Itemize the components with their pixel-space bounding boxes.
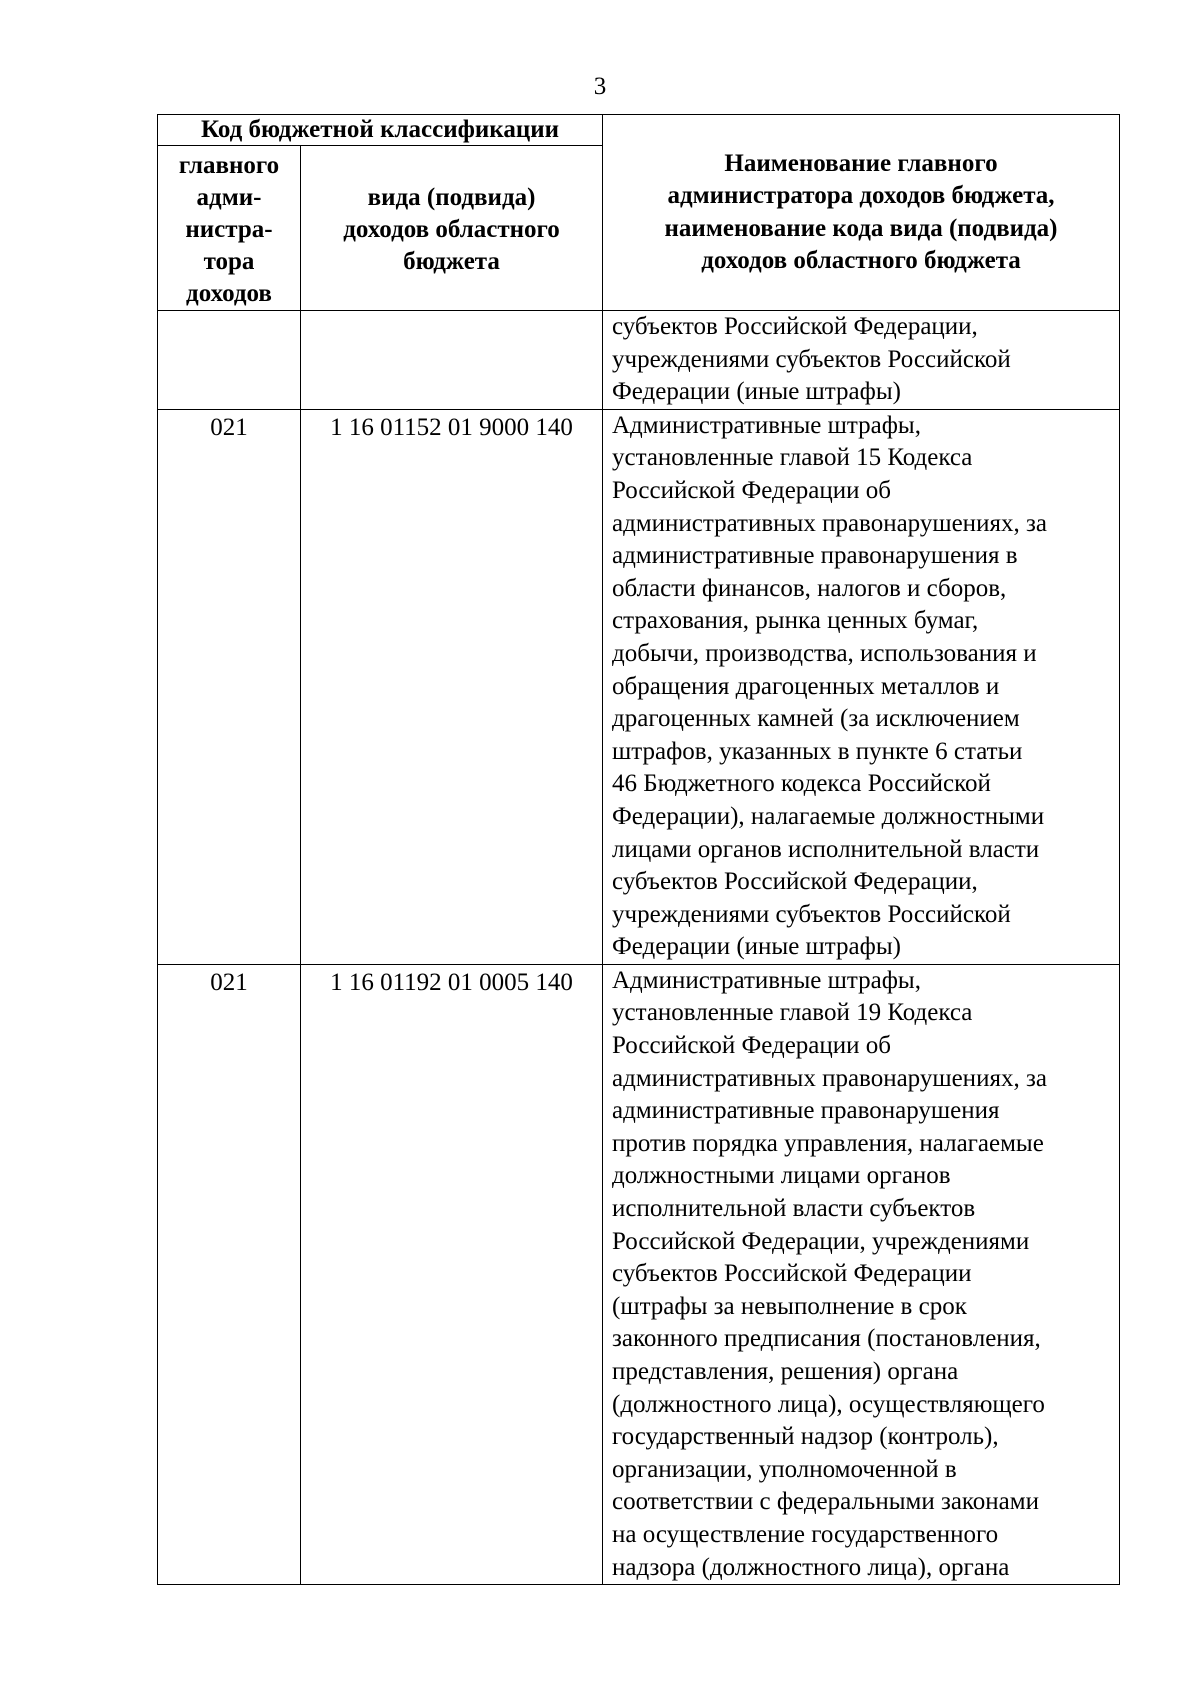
admin-code-cell <box>158 311 301 410</box>
description-line: административные правонарушения <box>612 1097 1000 1125</box>
description-line: административные правонарушения в <box>612 542 1018 570</box>
description-line: Федерации (иные штрафы) <box>612 933 901 961</box>
description-line: административных правонарушениях, за <box>612 1064 1047 1092</box>
header-kind-line: вида (подвида) <box>367 184 536 211</box>
description-line: обращения драгоценных металлов и <box>612 672 1000 700</box>
header-budget-classification-code: Код бюджетной классификации <box>158 115 603 146</box>
description-line: административных правонарушениях, за <box>612 509 1047 537</box>
description-line: Административные штрафы, <box>612 966 921 994</box>
header-admin-line: доходов <box>186 280 272 307</box>
description-line: 46 Бюджетного кодекса Российской <box>612 770 991 798</box>
description-line: штрафов, указанных в пункте 6 статьи <box>612 737 1023 765</box>
description-line: соответствии с федеральными законами <box>612 1488 1039 1516</box>
description-line: должностными лицами органов <box>612 1162 951 1190</box>
kind-code-cell: 1 16 01192 01 0005 140 <box>301 964 603 1584</box>
description-cell <box>603 311 1120 410</box>
description-line: на осуществление государственного <box>612 1520 999 1548</box>
description-line: Федерации (иные штрафы) <box>612 378 901 406</box>
header-kind-column <box>301 146 603 311</box>
description-line: государственный надзор (контроль), <box>612 1423 999 1451</box>
admin-code-cell: 021 <box>158 409 301 964</box>
page-number: 3 <box>593 73 607 100</box>
table-body <box>158 311 1120 1585</box>
description-line: Федерации), налагаемые должностными <box>612 802 1045 830</box>
description-line: против порядка управления, налагаемые <box>612 1129 1044 1157</box>
kind-code-cell: 1 16 01152 01 9000 140 <box>301 409 603 964</box>
description-line: установленные главой 19 Кодекса <box>612 999 973 1027</box>
description-line: исполнительной власти субъектов <box>612 1195 976 1223</box>
header-admin-line: главного <box>178 152 280 179</box>
header-kind-line: доходов областного <box>343 216 560 243</box>
description-line: страхования, рынка ценных бумаг, <box>612 607 979 635</box>
description-line: организации, уполномоченной в <box>612 1455 957 1483</box>
description-line: установленные главой 15 Кодекса <box>612 444 973 472</box>
header-admin-line: тора <box>203 248 255 275</box>
header-name-line: Наименование главного <box>724 149 998 177</box>
description-line: законного предписания (постановления, <box>612 1325 1041 1353</box>
description-line: Российской Федерации об <box>612 476 891 504</box>
description-line: добычи, производства, использования и <box>612 639 1037 667</box>
description-line: (штрафы за невыполнение в срок <box>612 1292 967 1320</box>
description-line: учреждениями субъектов Российской <box>612 345 1011 373</box>
description-line: Российской Федерации об <box>612 1032 891 1060</box>
header-name-line: наименование кода вида (подвида) <box>664 214 1058 242</box>
header-name-line: доходов областного бюджета <box>701 247 1021 274</box>
header-kind-line: бюджета <box>403 248 500 275</box>
header-name-column <box>603 115 1120 311</box>
table-row <box>158 964 1120 1584</box>
table-row <box>158 409 1120 964</box>
header-admin-line: адми- <box>196 184 262 211</box>
header-admin-line: нистра- <box>185 216 273 243</box>
admin-code-cell: 021 <box>158 964 301 1584</box>
header-admin-column <box>158 146 301 311</box>
description-line: субъектов Российской Федерации, <box>612 313 978 340</box>
description-line: представления, решения) органа <box>612 1358 959 1385</box>
description-line: лицами органов исполнительной власти <box>612 835 1040 863</box>
description-line: субъектов Российской Федерации, <box>612 868 978 896</box>
kind-code-cell <box>301 311 603 410</box>
description-line: (должностного лица), осуществляющего <box>612 1390 1045 1418</box>
description-line: драгоценных камней (за исключением <box>612 705 1020 733</box>
table-row <box>158 311 1120 410</box>
header-name-line: администратора доходов бюджета, <box>667 182 1055 209</box>
description-line: Административные штрафы, <box>612 411 921 439</box>
description-line: надзора (должностного лица), органа <box>612 1553 1010 1581</box>
description-line: учреждениями субъектов Российской <box>612 900 1011 928</box>
description-line: субъектов Российской Федерации <box>612 1260 972 1288</box>
description-line: области финансов, налогов и сборов, <box>612 574 1007 602</box>
description-cell <box>603 964 1120 1584</box>
description-cell <box>603 409 1120 964</box>
budget-classification-table <box>157 114 1120 1585</box>
description-line: Российской Федерации, учреждениями <box>612 1227 1030 1255</box>
